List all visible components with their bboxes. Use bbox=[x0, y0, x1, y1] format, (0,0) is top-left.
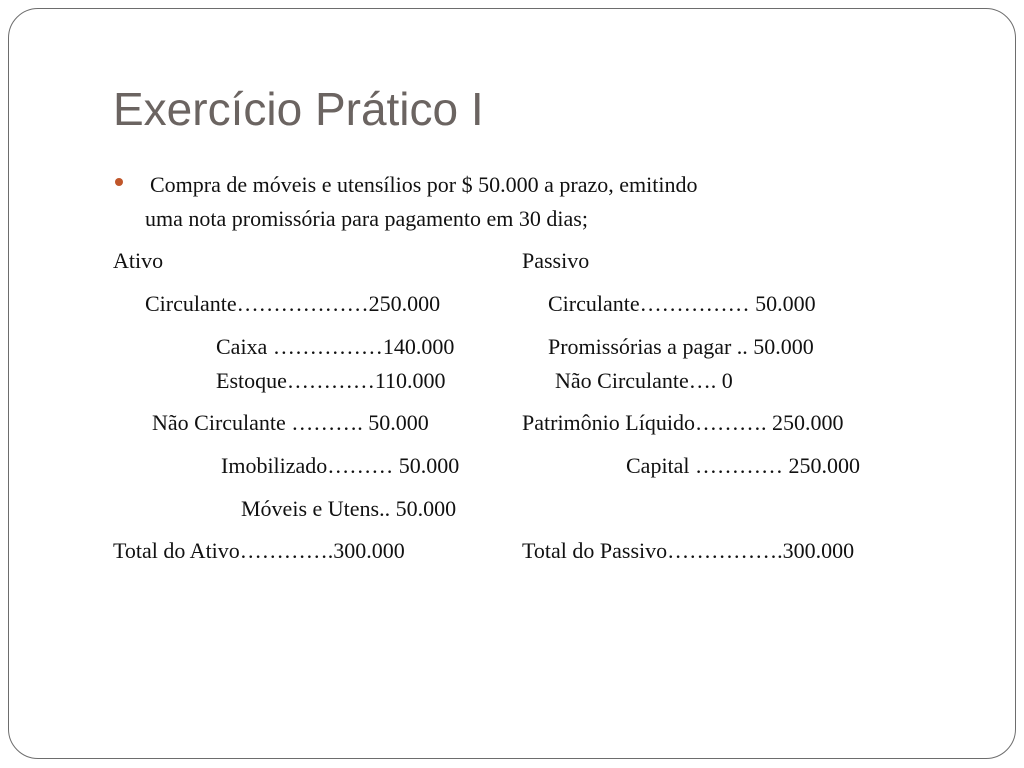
passivo-heading: Passivo bbox=[522, 248, 590, 273]
ativo-moveis-utensilios: Móveis e Utens.. 50.000 bbox=[241, 496, 457, 521]
bullet-dot-icon bbox=[115, 178, 123, 186]
ativo-imobilizado: Imobilizado……… 50.000 bbox=[221, 453, 460, 478]
bullet-text-line-2: uma nota promissória para pagamento em 30 dias; bbox=[145, 206, 588, 231]
patrimonio-liquido: Patrimônio Líquido………. 250.000 bbox=[522, 410, 844, 435]
ativo-caixa: Caixa ……………140.000 bbox=[216, 334, 455, 359]
ativo-estoque: Estoque…………110.000 bbox=[216, 368, 446, 393]
passivo-promissorias: Promissórias a pagar .. 50.000 bbox=[548, 334, 814, 359]
ativo-total: Total do Ativo………….300.000 bbox=[113, 538, 405, 563]
passivo-total: Total do Passivo…………….300.000 bbox=[522, 538, 855, 563]
passivo-nao-circulante: Não Circulante…. 0 bbox=[555, 368, 733, 393]
ativo-circulante: Circulante………………250.000 bbox=[145, 291, 441, 316]
ativo-nao-circulante: Não Circulante ………. 50.000 bbox=[152, 410, 429, 435]
ativo-heading: Ativo bbox=[113, 248, 164, 273]
slide-title: Exercício Prático I bbox=[113, 83, 484, 135]
passivo-circulante: Circulante…………… 50.000 bbox=[548, 291, 816, 316]
bullet-text-line-1: Compra de móveis e utensílios por $ 50.000 a prazo, emitindo bbox=[150, 172, 698, 197]
capital: Capital ………… 250.000 bbox=[626, 453, 861, 478]
